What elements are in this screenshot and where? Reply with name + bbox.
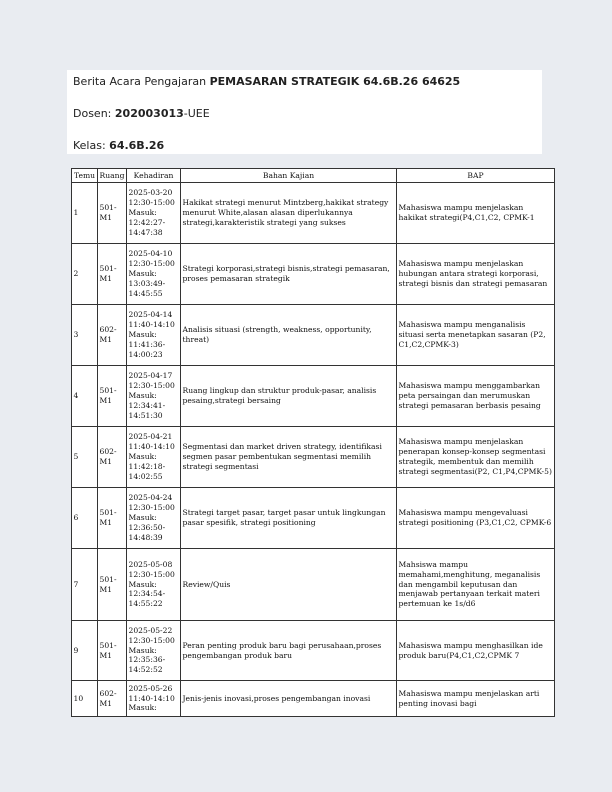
- lecturer-code: 202003013: [114, 107, 184, 120]
- table-row: [72, 549, 555, 621]
- column-header-bahan-kajian: Bahan Kajian: [181, 169, 397, 183]
- cell-temu: 4: [72, 366, 98, 427]
- table-body: [72, 183, 555, 717]
- cell-temu: 10: [72, 681, 98, 717]
- cell-bahan-kajian: Strategi korporasi,strategi bisnis,strategi pemasaran, proses pemasaran strategik: [181, 244, 397, 305]
- report-title-line: [73, 75, 460, 88]
- cell-temu: 2: [72, 244, 98, 305]
- lecturer-label: Dosen:: [73, 107, 112, 120]
- cell-ruang: 602-M1: [98, 681, 127, 717]
- cell-kehadiran: 2025-03-20 12:30-15:00 Masuk: 12:42:27- 14:47:38: [127, 183, 181, 244]
- table-row: [72, 427, 555, 488]
- cell-ruang: 501-M1: [98, 244, 127, 305]
- table-row: [72, 305, 555, 366]
- bap-table: [71, 168, 555, 717]
- report-title-prefix: Berita Acara Pengajaran: [73, 75, 207, 88]
- cell-kehadiran: 2025-05-08 12:30-15:00 Masuk: 12:34:54- 14:55:22: [127, 549, 181, 621]
- cell-ruang: 602-M1: [98, 427, 127, 488]
- column-header-bap: BAP: [397, 169, 555, 183]
- cell-bahan-kajian: Segmentasi dan market driven strategy, identifikasi segmen pasar pembentukan segmentasi memilih strategi segmentasi: [181, 427, 397, 488]
- cell-kehadiran: 2025-05-22 12:30-15:00 Masuk: 12:35:36- 14:52:52: [127, 621, 181, 681]
- cell-bahan-kajian: Review/Quis: [181, 549, 397, 621]
- cell-bap: Mahasiswa mampu menjelaskan arti penting inovasi bagi: [397, 681, 555, 717]
- table-row: [72, 244, 555, 305]
- cell-bap: Mahasiswa mampu menganalisis situasi serta menetapkan sasaran (P2, C1,C2,CPMK-3): [397, 305, 555, 366]
- column-header-temu: Temu: [72, 169, 98, 183]
- column-header-ruang: Ruang: [98, 169, 127, 183]
- cell-kehadiran: 2025-04-21 11:40-14:10 Masuk: 11:42:18- 14:02:55: [127, 427, 181, 488]
- cell-ruang: 501-M1: [98, 549, 127, 621]
- cell-ruang: 501-M1: [98, 183, 127, 244]
- lecturer-line: [73, 107, 210, 120]
- cell-bahan-kajian: Peran penting produk baru bagi perusahaan,proses pengembangan produk baru: [181, 621, 397, 681]
- table-row: [72, 366, 555, 427]
- cell-ruang: 501-M1: [98, 488, 127, 549]
- table-row: [72, 183, 555, 244]
- course-name: PEMASARAN STRATEGIK 64.6B.26 64625: [209, 75, 461, 88]
- table-row: [72, 681, 555, 717]
- cell-ruang: 602-M1: [98, 305, 127, 366]
- cell-bahan-kajian: Ruang lingkup dan struktur produk-pasar, analisis pesaing,strategi bersaing: [181, 366, 397, 427]
- cell-kehadiran: 2025-04-17 12:30-15:00 Masuk: 12:34:41- 14:51:30: [127, 366, 181, 427]
- column-header-kehadiran: Kehadiran: [127, 169, 181, 183]
- cell-temu: 7: [72, 549, 98, 621]
- cell-ruang: 501-M1: [98, 366, 127, 427]
- cell-temu: 3: [72, 305, 98, 366]
- cell-temu: 9: [72, 621, 98, 681]
- cell-bap: Mahsiswa mampu memahami,menghitung, meganalisis dan mengambil keputusan dan menjawab pertanyaan terkait materi pertemuan ke 1s/d6: [397, 549, 555, 621]
- cell-temu: 6: [72, 488, 98, 549]
- cell-kehadiran: 2025-04-24 12:30-15:00 Masuk: 12:36:50- 14:48:39: [127, 488, 181, 549]
- cell-bap: Mahasiswa mampu mengevaluasi strategi positioning (P3,C1,C2, CPMK-6: [397, 488, 555, 549]
- cell-bap: Mahasiswa mampu menggambarkan peta persaingan dan merumuskan strategi pemasaran berbasis pesaing: [397, 366, 555, 427]
- class-label: Kelas:: [73, 139, 106, 152]
- report-header: [67, 70, 542, 154]
- cell-bap: Mahasiswa mampu menghasilkan ide produk baru(P4,C1,C2,CPMK 7: [397, 621, 555, 681]
- cell-bap: Mahasiswa mampu menjelaskan hakikat strategi(P4,C1,C2, CPMK-1: [397, 183, 555, 244]
- cell-temu: 1: [72, 183, 98, 244]
- table-header-row: [72, 169, 555, 183]
- class-value: 64.6B.26: [109, 139, 165, 152]
- cell-ruang: 501-M1: [98, 621, 127, 681]
- table-row: [72, 488, 555, 549]
- class-line: [73, 139, 164, 152]
- cell-kehadiran: 2025-04-14 11:40-14:10 Masuk: 11:41:36- 14:00:23: [127, 305, 181, 366]
- lecturer-suffix: -UEE: [183, 107, 210, 120]
- cell-kehadiran: 2025-05-26 11:40-14:10 Masuk:: [127, 681, 181, 717]
- cell-bahan-kajian: Strategi target pasar, target pasar untuk lingkungan pasar spesifik, strategi positioning: [181, 488, 397, 549]
- cell-kehadiran: 2025-04-10 12:30-15:00 Masuk: 13:03:49- 14:45:55: [127, 244, 181, 305]
- cell-bap: Mahasiswa mampu menjelaskan hubungan antara strategi korporasi, strategi bisnis dan strategi pemasaran: [397, 244, 555, 305]
- cell-bahan-kajian: Jenis-jenis inovasi,proses pengembangan inovasi: [181, 681, 397, 717]
- cell-bap: Mahasiswa mampu menjelaskan penerapan konsep-konsep segmentasi strategik, membentuk dan memilih strategi segmentasi(P2, C1,P4,CPMK-5): [397, 427, 555, 488]
- cell-bahan-kajian: Hakikat strategi menurut Mintzberg,hakikat strategy menurut White,alasan alasan diperlukannya strategi,karakteristik strategi yang sukses: [181, 183, 397, 244]
- cell-temu: 5: [72, 427, 98, 488]
- table-row: [72, 621, 555, 681]
- cell-bahan-kajian: Analisis situasi (strength, weakness, opportunity, threat): [181, 305, 397, 366]
